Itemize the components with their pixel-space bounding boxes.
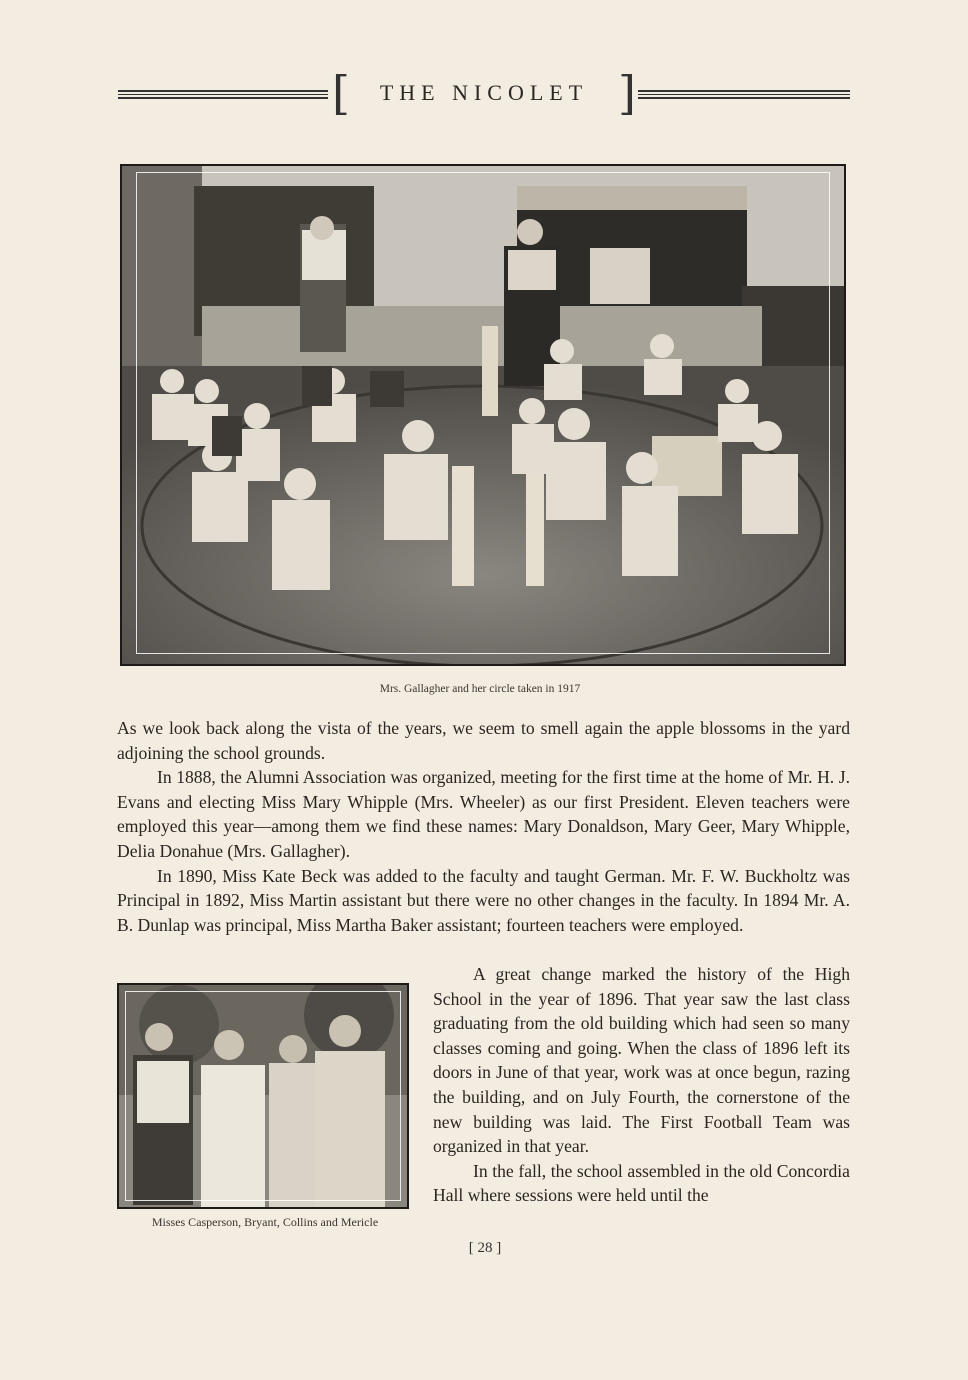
paragraph-1890: In 1890, Miss Kate Beck was added to the faculty and taught German. Mr. F. W. Buckholtz was Principal in 1892, Miss Martin assistant but there were no other changes in the faculty. In 1894 Mr. A. B. Dunlap was principal, Miss Martha Baker assistant; fourteen teachers were employed. [117,865,850,935]
paragraph-concordia-hall: In the fall, the school assembled in the old Concordia Hall where sessions were held until the [433,1160,850,1206]
publication-title: THE NICOLET [379,80,589,105]
teachers-photo-inner-border [125,991,401,1201]
classroom-photo-caption: Mrs. Gallagher and her circle taken in 1917 [379,683,581,695]
page-number: [ 28 ] [468,1240,502,1256]
header-rule-right [638,90,850,98]
header-rule-left [118,90,328,98]
classroom-photo [120,164,846,666]
teachers-photo-caption: Misses Casperson, Bryant, Collins and Mericle [151,1215,379,1229]
paragraph-1888: In 1888, the Alumni Association was organized, meeting for the first time at the home of Mr. H. J. Evans and electing Miss Mary Whipple (Mrs. Wheeler) as our first President. Eleven teachers were employed this year—among them we find these names: Mary Donaldson, Mary Geer, Mary Whipple, Delia Donahue (Mrs. Gallagher). [117,767,850,861]
page-header [118,66,850,120]
article-text-upper [117,716,850,937]
paragraph-apple-blossoms: As we look back along the vista of the years, we seem to smell again the apple blossoms in the yard adjoining the school grounds. [117,718,850,763]
article-text-right-column [433,962,850,1208]
header-bracket-left: [ [332,66,350,120]
header-bracket-right: ] [618,66,636,120]
teachers-photo [117,983,409,1209]
classroom-photo-inner-border [136,172,830,654]
paragraph-1896: A great change marked the history of the High School in the year of 1896. That year saw the last class graduating from the old building which had seen so many classes coming and going. When the class of 1896 left its doors in June of that year, work was at once begun, razing the building, and on July Fourth, the cornerstone of the new building was laid. The First Football Team was organized in that year. [433,964,850,1157]
